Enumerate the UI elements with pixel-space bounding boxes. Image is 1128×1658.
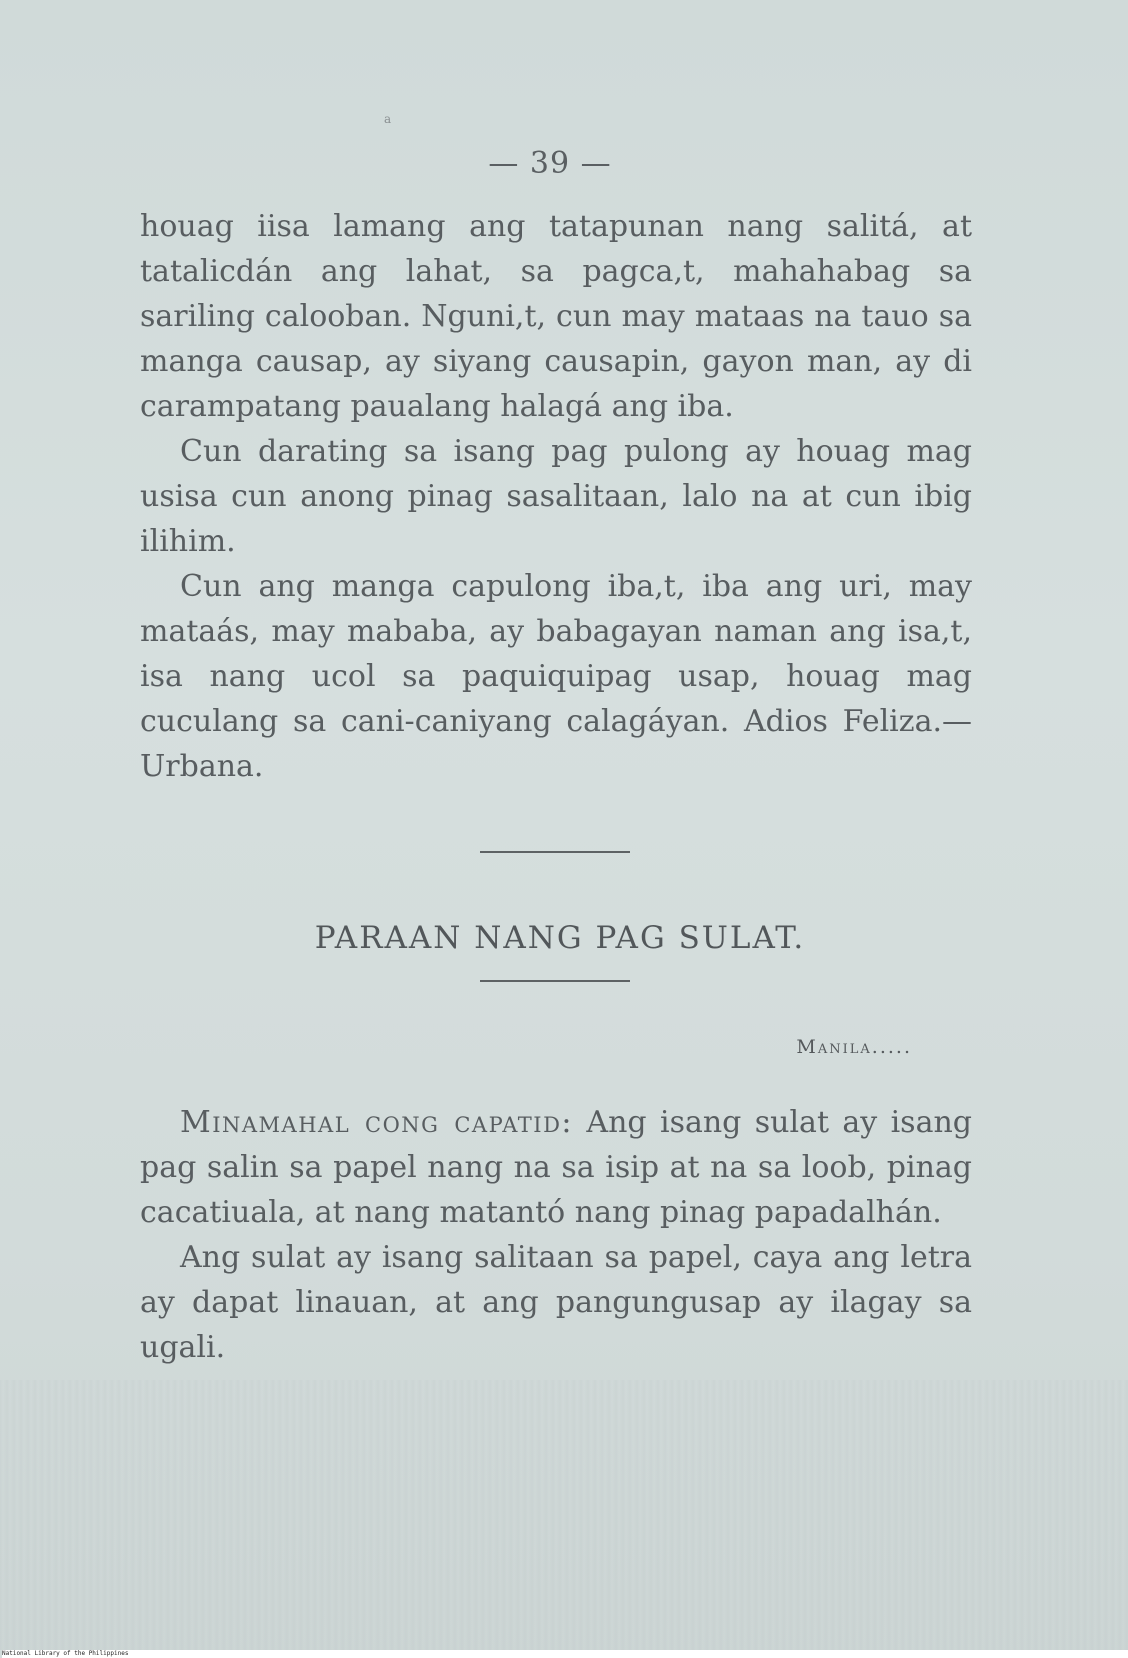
section-1-text bbox=[140, 204, 972, 789]
section-heading: PARAAN NANG PAG SULAT. bbox=[314, 920, 806, 956]
paragraph-3: Cun ang manga capulong iba,t, iba ang uri, may mataás, may mababa, ay babagayan naman ang isa,t, isa nang ucol sa paquiquipag usap, houag mag cuculang sa cani-caniyang calagáyan. Adios Feliza.—Urbana. bbox=[140, 569, 972, 784]
page-number: — 39 — bbox=[488, 146, 612, 181]
paragraph-2: Cun darating sa isang pag pulong ay houag mag usisa cun anong pinag sasalitaan, lalo na at cun ibig ilihim. bbox=[140, 434, 972, 559]
top-mark: a bbox=[384, 112, 392, 126]
scan-noise bbox=[0, 1380, 1128, 1650]
letter-paragraph-1-body: Ang isang sulat ay isang pag salin sa papel nang na sa isip at na sa loob, pinag cacatiuala, at nang matantó nang pinag papadalhán. bbox=[140, 1105, 972, 1230]
divider-rule-top bbox=[480, 851, 630, 853]
place-line: Manila..... bbox=[796, 1036, 912, 1058]
letter-paragraph-1 bbox=[140, 1100, 972, 1235]
letter-paragraph-2: Ang sulat ay isang salitaan sa papel, caya ang letra ay dapat linauan, at ang pangungusap ay ilagay sa ugali. bbox=[140, 1240, 972, 1365]
salutation: Minamahal cong capatid: bbox=[180, 1105, 574, 1140]
library-footer: National Library of the Philippines bbox=[2, 1650, 1128, 1658]
section-2-text bbox=[140, 1100, 972, 1370]
paragraph-1: houag iisa lamang ang tatapunan nang salitá, at tatalicdán ang lahat, sa pagca,t, mahahabag sa sariling calooban. Nguni,t, cun may mataas na tauo sa manga causap, ay siyang causapin, gayon man, ay di carampatang paualang halagá ang iba. bbox=[140, 209, 972, 424]
divider-rule-bottom bbox=[480, 980, 630, 982]
